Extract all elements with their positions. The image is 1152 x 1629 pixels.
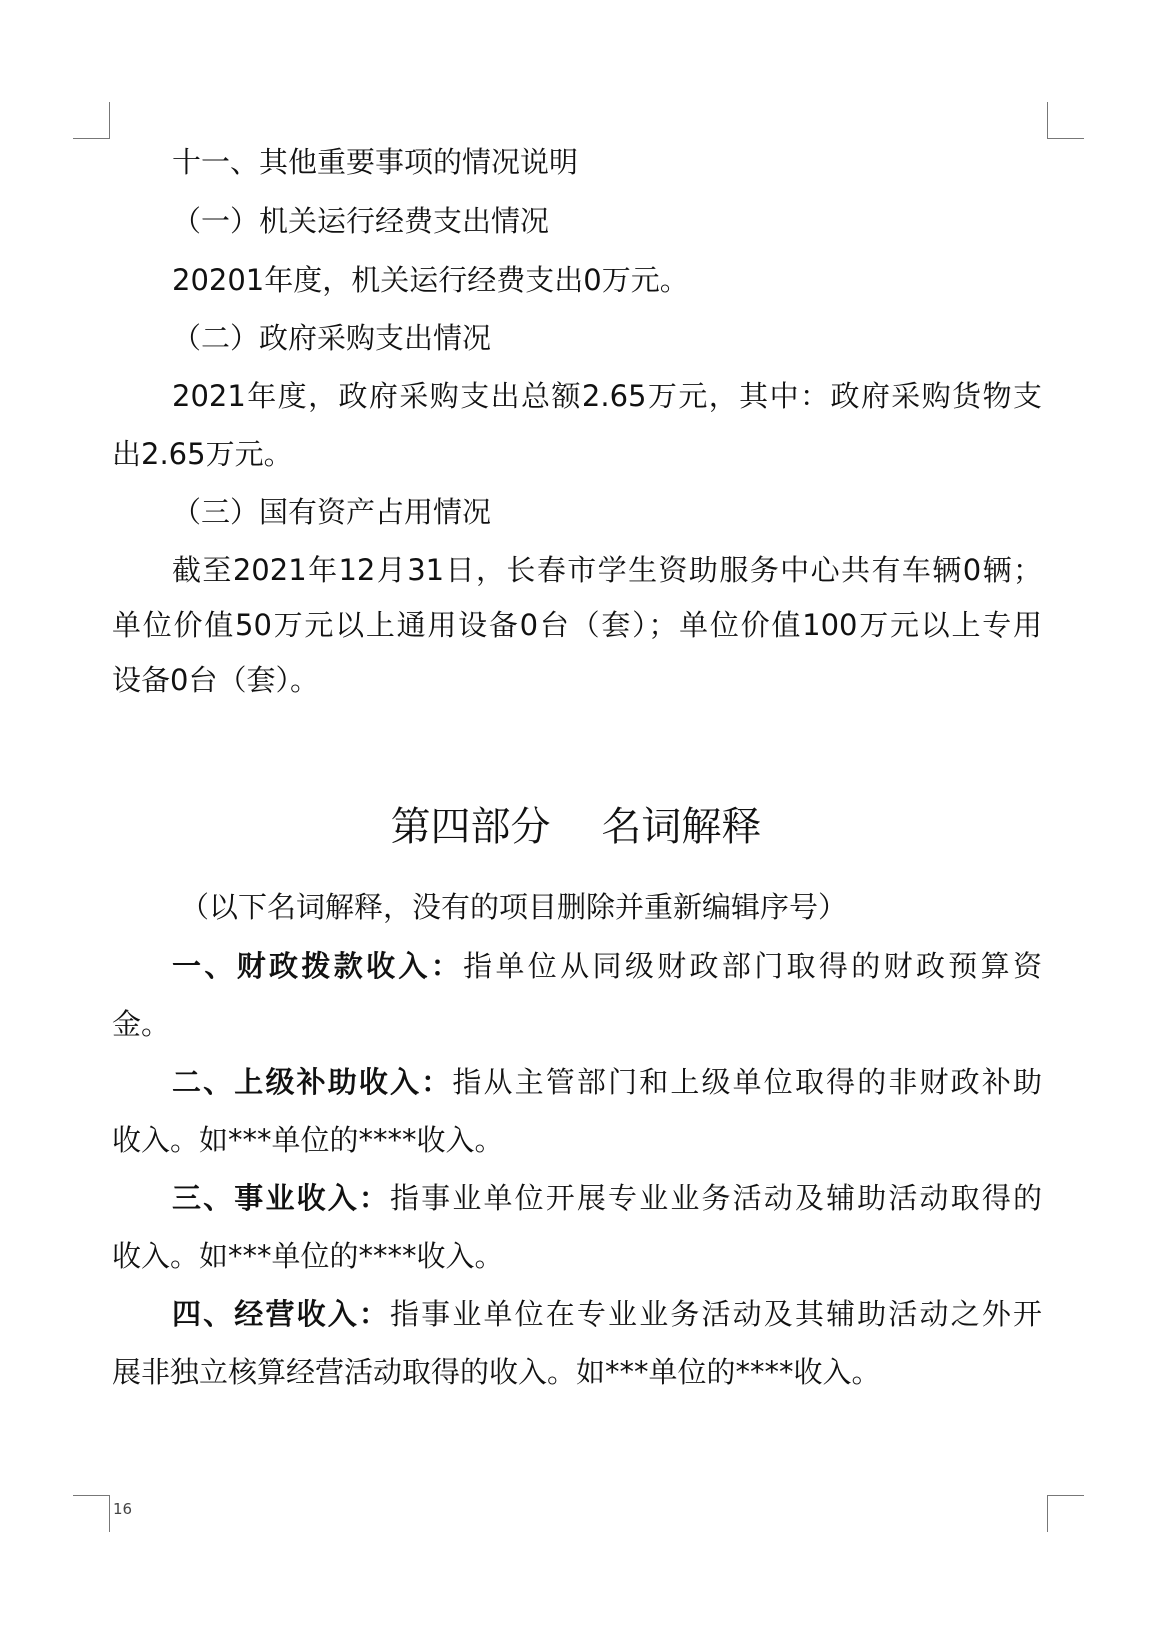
page-number: 16 [113, 1500, 133, 1518]
glossary-term: 四、经营收入： [172, 1297, 391, 1331]
glossary-item-operating-income-line-1 [172, 1294, 1042, 1334]
glossary-item-business-income-line-2: 收入。如***单位的****收入。 [112, 1239, 504, 1273]
glossary-item-business-income-line-1 [172, 1178, 1042, 1218]
subsection-title-state-assets: （三）国有资产占用情况 [172, 495, 492, 529]
crop-mark-top-left [73, 102, 110, 139]
glossary-term: 三、事业收入： [172, 1181, 391, 1215]
glossary-term: 二、上级补助收入： [172, 1065, 453, 1099]
paragraph-assets-line-3: 设备0台（套）。 [112, 663, 319, 697]
paragraph-assets-line-1: 截至2021年12月31日，长春市学生资助服务中心共有车辆0辆； [172, 553, 1042, 587]
paragraph-procurement-line-1: 2021年度，政府采购支出总额2.65万元，其中：政府采购货物支 [172, 379, 1042, 413]
glossary-note: （以下名词解释，没有的项目删除并重新编辑序号） [180, 890, 848, 924]
glossary-definition: 指事业单位开展专业业务活动及辅助活动取得的 [390, 1181, 1042, 1215]
glossary-item-operating-income-line-2: 展非独立核算经营活动取得的收入。如***单位的****收入。 [112, 1355, 881, 1389]
glossary-item-fiscal-appropriation-line-1 [172, 946, 1042, 986]
glossary-item-superior-subsidy-line-1 [172, 1062, 1042, 1102]
glossary-definition: 指事业单位在专业业务活动及其辅助活动之外开 [390, 1297, 1042, 1331]
subsection-title-procurement: （二）政府采购支出情况 [172, 321, 492, 355]
glossary-term: 一、财政拨款收入： [172, 949, 464, 983]
section-title-other-matters: 十一、其他重要事项的情况说明 [172, 145, 579, 179]
part-four-heading: 第四部分 名词解释 [390, 804, 762, 850]
paragraph-operating-expenses: 20201年度，机关运行经费支出0万元。 [172, 263, 689, 297]
paragraph-procurement-line-2: 出2.65万元。 [112, 437, 293, 471]
crop-mark-top-right [1047, 102, 1084, 139]
crop-mark-bottom-right [1047, 1495, 1084, 1532]
glossary-item-fiscal-appropriation-line-2: 金。 [112, 1007, 171, 1041]
subsection-title-operating-expenses: （一）机关运行经费支出情况 [172, 204, 550, 238]
glossary-definition: 指从主管部门和上级单位取得的非财政补助 [452, 1065, 1042, 1099]
paragraph-assets-line-2: 单位价值50万元以上通用设备0台（套）；单位价值100万元以上专用 [112, 608, 1042, 642]
glossary-definition: 指单位从同级财政部门取得的财政预算资 [463, 949, 1042, 983]
glossary-item-superior-subsidy-line-2: 收入。如***单位的****收入。 [112, 1123, 504, 1157]
crop-mark-bottom-left [73, 1495, 110, 1532]
